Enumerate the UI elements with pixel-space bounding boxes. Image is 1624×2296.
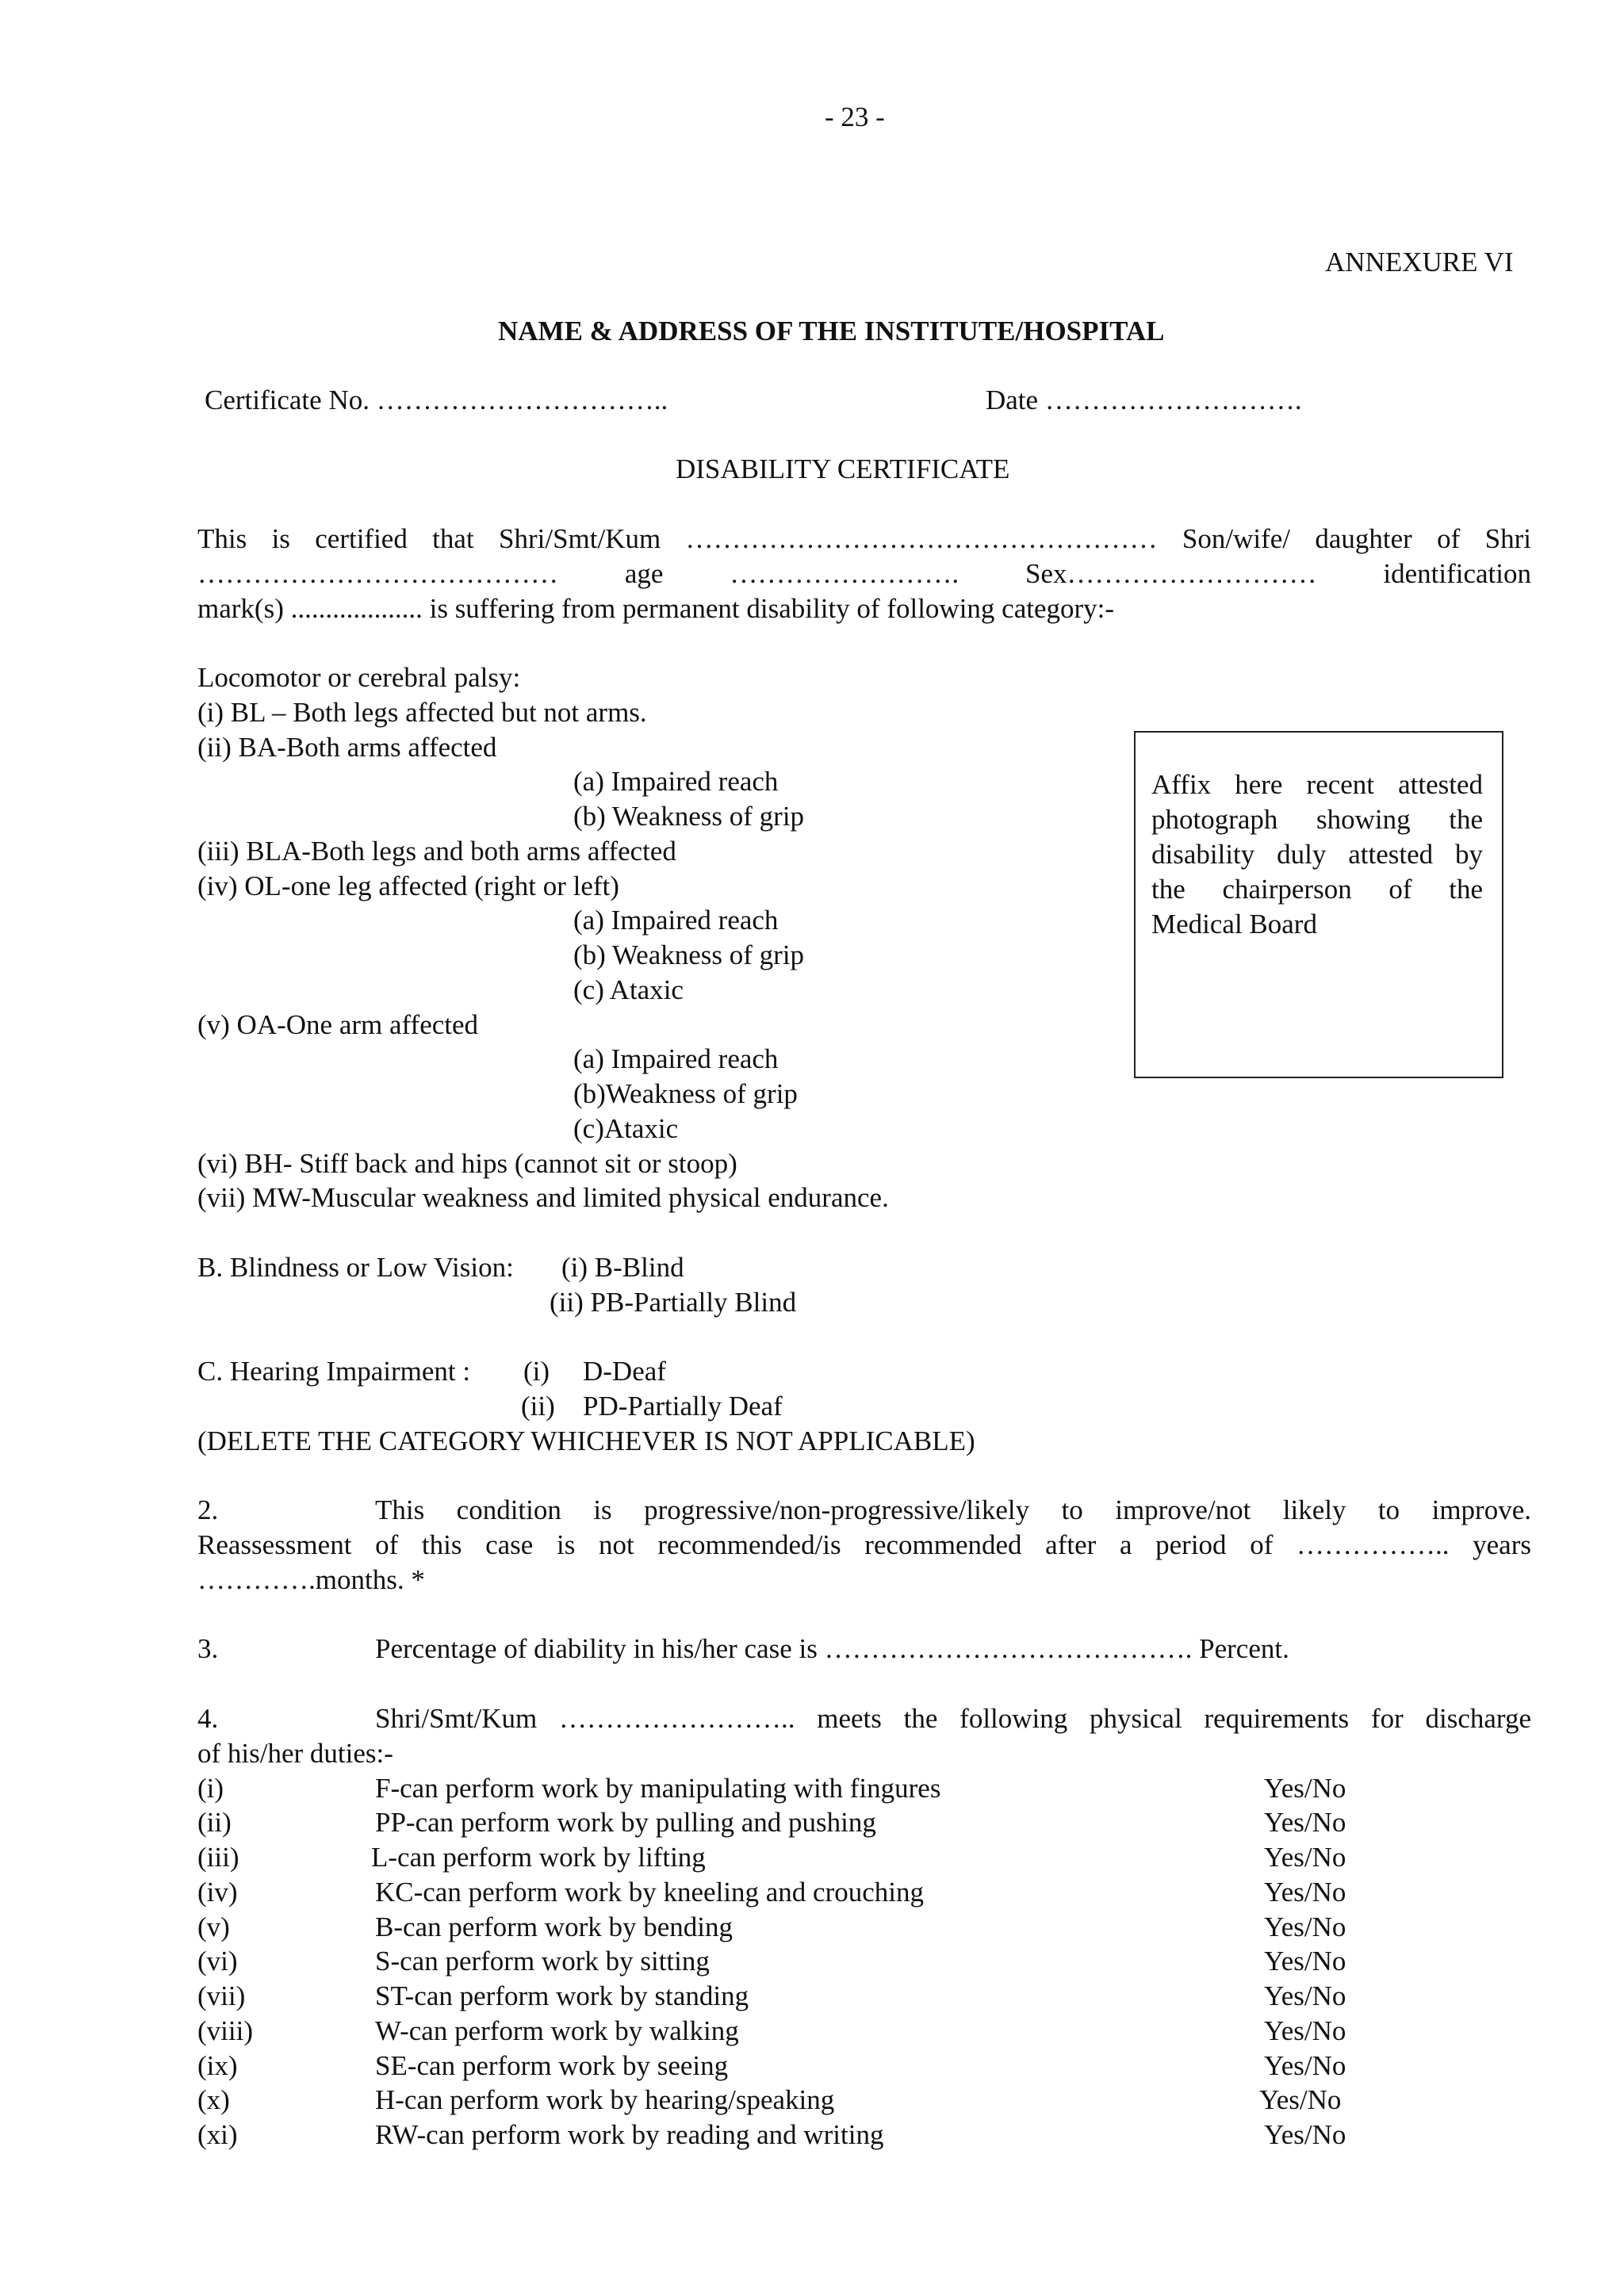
locomotor-bla: (iii) BLA-Both legs and both arms affected bbox=[197, 836, 676, 867]
para4-line-2: of his/her duties:- bbox=[197, 1738, 393, 1769]
row-answer: Yes/No bbox=[1264, 1877, 1346, 1908]
locomotor-ba: (ii) BA-Both arms affected bbox=[197, 732, 497, 763]
row-number: (iii) bbox=[197, 1842, 239, 1873]
blindness-pb: (ii) PB-Partially Blind bbox=[550, 1287, 797, 1318]
locomotor-ol-c: (c) Ataxic bbox=[573, 974, 684, 1005]
intro-age-field: age ……………………. bbox=[624, 558, 959, 589]
row-answer: Yes/No bbox=[1264, 2050, 1346, 2081]
locomotor-ol-b: (b) Weakness of grip bbox=[573, 939, 805, 970]
row-answer: Yes/No bbox=[1264, 1980, 1346, 2011]
row-number: (i) bbox=[197, 1773, 224, 1804]
photo-instructions bbox=[1151, 767, 1483, 942]
blindness-label: B. Blindness or Low Vision: bbox=[197, 1252, 514, 1283]
locomotor-ba-b: (b) Weakness of grip bbox=[573, 801, 805, 832]
para3-text: Percentage of diability in his/her case is …………………………………. Percent. bbox=[375, 1633, 1289, 1664]
para4-number: 4. bbox=[197, 1703, 219, 1734]
intro-name-field: This is certified that Shri/Smt/Kum …………………………………………… bbox=[197, 523, 1158, 554]
page-number: - 23 - bbox=[825, 101, 885, 132]
institute-heading: NAME & ADDRESS OF THE INSTITUTE/HOSPITAL bbox=[498, 316, 1165, 346]
intro-line-3: mark(s) ................... is suffering from permanent disability of following category:- bbox=[197, 593, 1115, 624]
row-description: KC-can perform work by kneeling and crouching bbox=[375, 1877, 925, 1908]
para2-line-1: This condition is progressive/non-progressive/likely to improve/not likely to improve. bbox=[375, 1494, 1531, 1525]
para2-line-3: ………….months. * bbox=[197, 1564, 425, 1595]
intro-line-1 bbox=[197, 525, 1531, 553]
row-description: S-can perform work by sitting bbox=[375, 1946, 710, 1976]
row-number: (vi) bbox=[197, 1946, 238, 1976]
row-description: L-can perform work by lifting bbox=[371, 1842, 706, 1873]
row-answer: Yes/No bbox=[1264, 2119, 1346, 2150]
locomotor-oa-a: (a) Impaired reach bbox=[573, 1043, 779, 1074]
para2-number: 2. bbox=[197, 1494, 219, 1525]
hearing-d-num: (i) bbox=[523, 1356, 550, 1387]
hearing-d: D-Deaf bbox=[583, 1356, 666, 1387]
row-number: (iv) bbox=[197, 1877, 238, 1908]
row-number: (vii) bbox=[197, 1980, 246, 2011]
row-number: (x) bbox=[197, 2084, 230, 2115]
blindness-b: (i) B-Blind bbox=[561, 1252, 684, 1283]
locomotor-oa-b: (b)Weakness of grip bbox=[573, 1078, 798, 1109]
photo-line-3: disability duly attested by bbox=[1151, 839, 1483, 870]
photo-affix-box bbox=[1134, 731, 1503, 1078]
intro-line-2 bbox=[197, 560, 1531, 587]
row-answer: Yes/No bbox=[1264, 1911, 1346, 1942]
certificate-date: Date ………………………. bbox=[986, 385, 1302, 415]
row-description: PP-can perform work by pulling and pushing bbox=[375, 1807, 876, 1838]
photo-line-2: photograph showing the bbox=[1151, 804, 1483, 835]
row-description: W-can perform work by walking bbox=[375, 2015, 739, 2046]
row-description: SE-can perform work by seeing bbox=[375, 2050, 729, 2081]
certificate-title: DISABILITY CERTIFICATE bbox=[676, 453, 1010, 484]
row-description: H-can perform work by hearing/speaking bbox=[375, 2084, 835, 2115]
locomotor-oa: (v) OA-One arm affected bbox=[197, 1009, 479, 1040]
row-answer: Yes/No bbox=[1264, 1946, 1346, 1976]
locomotor-heading: Locomotor or cerebral palsy: bbox=[197, 662, 521, 693]
row-answer: Yes/No bbox=[1264, 1773, 1346, 1804]
row-number: (ix) bbox=[197, 2050, 238, 2081]
intro-identification: identification bbox=[1383, 558, 1531, 589]
para3-number: 3. bbox=[197, 1633, 219, 1664]
row-number: (ii) bbox=[197, 1807, 232, 1838]
intro-sex-field: Sex……………………… bbox=[1025, 558, 1317, 589]
row-description: F-can perform work by manipulating with fingures bbox=[375, 1773, 941, 1804]
row-description: RW-can perform work by reading and writing bbox=[375, 2119, 884, 2150]
photo-line-5: Medical Board bbox=[1151, 909, 1317, 939]
locomotor-oa-c: (c)Ataxic bbox=[573, 1113, 679, 1144]
hearing-label: C. Hearing Impairment : bbox=[197, 1356, 471, 1387]
intro-relation: Son/wife/ daughter of Shri bbox=[1182, 523, 1531, 554]
delete-category-note: (DELETE THE CATEGORY WHICHEVER IS NOT APPLICABLE) bbox=[197, 1425, 975, 1456]
row-number: (v) bbox=[197, 1911, 230, 1942]
locomotor-mw: (vii) MW-Muscular weakness and limited physical endurance. bbox=[197, 1182, 889, 1213]
row-number: (xi) bbox=[197, 2119, 238, 2150]
locomotor-ol-a: (a) Impaired reach bbox=[573, 905, 779, 936]
photo-line-1: Affix here recent attested bbox=[1151, 769, 1483, 800]
locomotor-bh: (vi) BH- Stiff back and hips (cannot sit or stoop) bbox=[197, 1148, 737, 1179]
row-answer: Yes/No bbox=[1264, 1842, 1346, 1873]
locomotor-ba-a: (a) Impaired reach bbox=[573, 766, 779, 797]
hearing-pd: PD-Partially Deaf bbox=[583, 1391, 783, 1422]
para4-line-1: Shri/Smt/Kum …………………….. meets the following physical requirements for discharge bbox=[375, 1703, 1531, 1734]
row-description: B-can perform work by bending bbox=[375, 1911, 733, 1942]
row-answer: Yes/No bbox=[1264, 1807, 1346, 1838]
para2-line-2: Reassessment of this case is not recommended/is recommended after a period of …………….. years bbox=[197, 1529, 1531, 1560]
annexure-label: ANNEXURE VI bbox=[1325, 247, 1514, 277]
locomotor-ol: (iv) OL-one leg affected (right or left) bbox=[197, 871, 619, 901]
row-number: (viii) bbox=[197, 2015, 253, 2046]
certificate-number: Certificate No. ………………………….. bbox=[205, 385, 668, 415]
locomotor-bl: (i) BL – Both legs affected but not arms. bbox=[197, 697, 647, 728]
row-answer: Yes/No bbox=[1264, 2015, 1346, 2046]
row-answer: Yes/No bbox=[1259, 2084, 1342, 2115]
hearing-pd-num: (ii) bbox=[521, 1391, 555, 1422]
intro-parent-field: ………………………………… bbox=[197, 558, 558, 589]
photo-line-4: the chairperson of the bbox=[1151, 874, 1483, 905]
row-description: ST-can perform work by standing bbox=[375, 1980, 749, 2011]
